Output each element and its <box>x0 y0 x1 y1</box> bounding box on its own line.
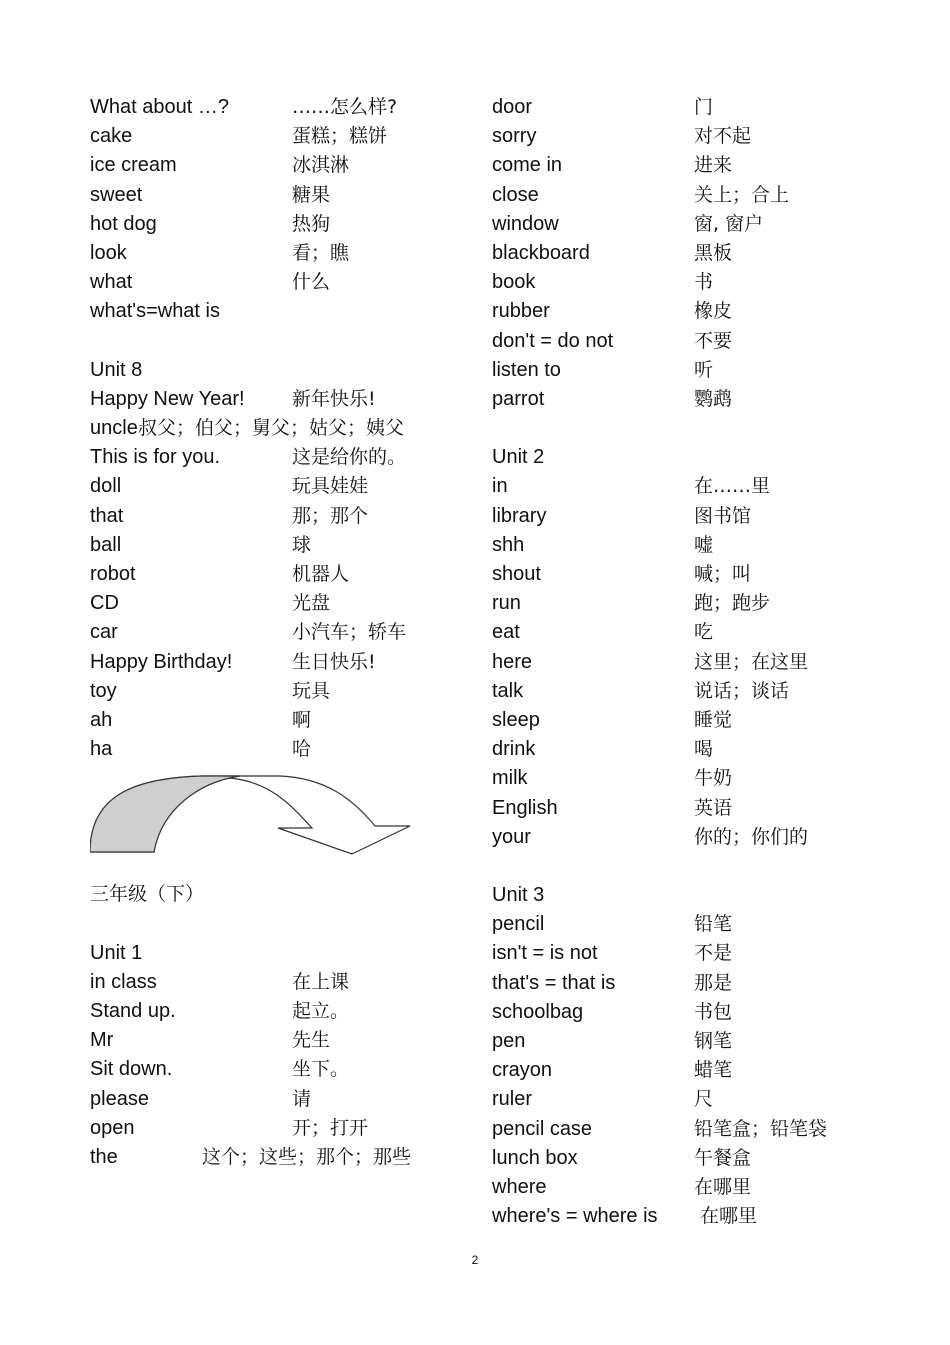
unit8-heading: Unit 8 <box>90 358 143 381</box>
english-term: please <box>90 1087 149 1110</box>
chinese-meaning: 叔父；伯父；舅父；姑父；姨父 <box>138 417 405 440</box>
unit1-heading: Unit 1 <box>90 941 143 964</box>
chinese-meaning: 门 <box>694 96 714 118</box>
chinese-meaning: 机器人 <box>292 563 350 585</box>
english-term: sorry <box>492 125 537 148</box>
english-term: listen to <box>492 358 561 381</box>
chinese-meaning: 书 <box>694 271 714 294</box>
english-term: hot dog <box>90 212 157 235</box>
english-term: eat <box>492 621 520 644</box>
chinese-meaning: 不是 <box>694 942 733 965</box>
vocab-row <box>492 969 892 998</box>
vocab-row <box>492 327 892 356</box>
vocab-row <box>90 210 470 239</box>
chinese-meaning: 喊；叫 <box>694 563 752 585</box>
chinese-meaning: 在哪里 <box>700 1205 758 1228</box>
vocab-row <box>90 239 470 268</box>
vocab-row <box>90 1085 470 1114</box>
vocab-row <box>492 356 892 385</box>
chinese-meaning: 哈 <box>292 738 312 761</box>
vocab-row <box>90 181 470 210</box>
curved-arrow-graphic <box>90 764 470 880</box>
vocab-row <box>492 735 892 764</box>
vocab-list-top <box>90 93 470 327</box>
chinese-meaning: 午餐盒 <box>694 1146 752 1169</box>
vocab-row <box>492 794 892 823</box>
vocab-row <box>492 531 892 560</box>
chinese-meaning: 这是给你的。 <box>292 446 407 469</box>
chinese-meaning: 光盘 <box>292 592 331 615</box>
english-term: isn't = is not <box>492 942 598 965</box>
vocab-row <box>90 531 470 560</box>
vocab-row <box>492 560 892 589</box>
vocab-row <box>492 181 892 210</box>
chinese-meaning: 在哪里 <box>694 1175 752 1198</box>
chinese-meaning: 吃 <box>694 621 714 644</box>
english-term: door <box>492 96 533 118</box>
english-term: schoolbag <box>492 1000 584 1023</box>
english-term: robot <box>90 563 136 585</box>
english-term: book <box>492 271 536 294</box>
chinese-meaning: 橡皮 <box>694 300 733 323</box>
vocab-row <box>90 1143 470 1172</box>
blank-line <box>492 414 892 443</box>
english-term: in class <box>90 970 157 993</box>
english-term: don't = do not <box>492 329 614 352</box>
unit3-vocab-list <box>492 910 892 1231</box>
english-term: Sit down. <box>90 1058 173 1081</box>
vocab-row <box>492 648 892 677</box>
vocab-row <box>492 1115 892 1144</box>
english-term: where's = where is <box>492 1205 658 1228</box>
english-term: lunch box <box>492 1146 578 1169</box>
chinese-meaning: 啊 <box>292 708 312 731</box>
english-term: open <box>90 1116 135 1139</box>
chinese-meaning: 玩具娃娃 <box>292 475 369 498</box>
english-term: rubber <box>492 300 550 323</box>
chinese-meaning: 新年快乐! <box>292 387 376 410</box>
vocab-row <box>492 1173 892 1202</box>
vocab-row <box>492 910 892 939</box>
chinese-meaning: 说话；谈话 <box>694 679 790 702</box>
vocab-row <box>90 122 470 151</box>
vocab-row <box>90 502 470 531</box>
vocab-list-top <box>492 93 892 414</box>
english-term: pencil case <box>492 1117 593 1140</box>
vocab-row <box>492 1085 892 1114</box>
english-term: here <box>492 650 533 673</box>
right-column <box>492 93 892 1231</box>
english-term: ball <box>90 533 122 556</box>
chinese-meaning: 听 <box>694 358 714 381</box>
vocab-row <box>90 735 470 764</box>
english-term: uncle <box>90 417 138 440</box>
chinese-meaning: 嘘 <box>694 533 714 556</box>
chinese-meaning: 在上课 <box>292 970 350 993</box>
chinese-meaning: 鹦鹉 <box>694 387 733 410</box>
english-term: car <box>90 621 118 644</box>
chinese-meaning: 黑板 <box>694 241 733 264</box>
chinese-meaning: 牛奶 <box>694 767 733 790</box>
vocab-row <box>90 648 470 677</box>
chinese-meaning: 睡觉 <box>694 708 733 731</box>
english-term: Mr <box>90 1029 114 1052</box>
english-term: library <box>492 504 547 527</box>
chinese-meaning: 这里；在这里 <box>694 650 809 673</box>
vocab-row <box>90 268 470 297</box>
vocab-row <box>492 1056 892 1085</box>
vocab-row <box>492 151 892 180</box>
english-term: shout <box>492 563 541 585</box>
unit3-heading: Unit 3 <box>492 884 545 907</box>
chinese-meaning: 球 <box>292 533 312 556</box>
english-term: ha <box>90 738 113 761</box>
vocab-row <box>492 706 892 735</box>
vocab-row <box>90 997 470 1026</box>
english-term: blackboard <box>492 241 590 264</box>
vocab-row <box>90 297 470 326</box>
chinese-meaning: 先生 <box>292 1029 331 1052</box>
vocab-row <box>90 385 470 414</box>
vocab-row <box>492 268 892 297</box>
chinese-meaning: 关上；合上 <box>694 183 790 206</box>
chinese-meaning: 不要 <box>694 329 733 352</box>
english-term: Happy New Year! <box>90 387 245 410</box>
chinese-meaning: 尺 <box>694 1088 714 1111</box>
chinese-meaning: 跑；跑步 <box>694 592 771 615</box>
english-term: in <box>492 475 508 498</box>
chinese-meaning: 窗, 窗户 <box>694 212 764 235</box>
chinese-meaning: 生日快乐! <box>292 650 376 673</box>
chinese-meaning: 进来 <box>694 154 733 177</box>
vocab-row <box>492 589 892 618</box>
english-term: ah <box>90 708 113 731</box>
vocab-row <box>492 1144 892 1173</box>
english-term: that <box>90 504 124 527</box>
vocab-row <box>90 414 470 443</box>
vocab-row <box>90 1026 470 1055</box>
vocab-row <box>492 1027 892 1056</box>
chinese-meaning: 玩具 <box>292 679 331 702</box>
chinese-meaning: 热狗 <box>292 212 331 235</box>
chinese-meaning: 冰淇淋 <box>292 154 350 177</box>
vocab-row <box>492 210 892 239</box>
chinese-meaning: 那是 <box>694 971 733 994</box>
english-term: sleep <box>492 708 540 731</box>
english-term: pen <box>492 1030 526 1052</box>
vocab-row <box>492 677 892 706</box>
chinese-meaning: 那；那个 <box>292 504 369 527</box>
english-term: your <box>492 825 531 848</box>
chinese-meaning: 这个；这些；那个；那些 <box>202 1146 412 1168</box>
chinese-meaning: 在……里 <box>694 475 771 498</box>
vocab-row <box>492 618 892 647</box>
vocab-row <box>90 93 470 122</box>
english-term: This is for you. <box>90 446 221 469</box>
unit2-heading: Unit 2 <box>492 446 545 469</box>
chinese-meaning: 请 <box>292 1087 312 1110</box>
chinese-meaning: 看；瞧 <box>292 241 350 264</box>
english-term: drink <box>492 738 536 761</box>
english-term: toy <box>90 679 117 702</box>
chinese-meaning: 小汽车；轿车 <box>292 621 407 644</box>
vocab-row <box>492 939 892 968</box>
english-term: CD <box>90 592 119 615</box>
english-term: run <box>492 592 521 615</box>
chinese-meaning: 钢笔 <box>694 1030 733 1052</box>
english-term: sweet <box>90 183 143 206</box>
english-term: window <box>492 212 559 235</box>
english-term: the <box>90 1146 118 1168</box>
vocab-row <box>492 764 892 793</box>
english-term: Happy Birthday! <box>90 650 233 673</box>
english-term: doll <box>90 475 122 498</box>
chinese-meaning: 坐下。 <box>292 1058 350 1081</box>
chinese-meaning: 铅笔盒；铅笔袋 <box>694 1117 828 1140</box>
vocab-row <box>90 443 470 472</box>
vocab-row <box>492 239 892 268</box>
vocab-row <box>90 618 470 647</box>
chinese-meaning: 蛋糕；糕饼 <box>292 125 388 148</box>
vocab-row <box>492 1202 892 1231</box>
english-term: English <box>492 796 558 819</box>
vocab-row <box>90 589 470 618</box>
unit8-vocab-list <box>90 385 470 764</box>
chinese-meaning: 你的；你们的 <box>694 825 809 848</box>
vocab-row <box>492 122 892 151</box>
vocab-row <box>492 823 892 852</box>
unit2-vocab-list <box>492 472 892 851</box>
chinese-meaning: 对不起 <box>694 125 752 148</box>
english-term: shh <box>492 533 525 556</box>
grade-heading: 三年级（下） <box>90 883 205 906</box>
chinese-meaning: 图书馆 <box>694 504 752 527</box>
vocab-row <box>90 1055 470 1084</box>
chinese-meaning: 糖果 <box>292 183 331 206</box>
unit1-vocab-list <box>90 968 470 1172</box>
page-number: 2 <box>471 1253 479 1267</box>
english-term: that's = that is <box>492 971 616 994</box>
english-term: talk <box>492 679 524 702</box>
vocab-row <box>90 472 470 501</box>
english-term: parrot <box>492 387 545 410</box>
english-term: milk <box>492 767 528 790</box>
curved-arrow-icon <box>90 768 420 864</box>
english-term: ice cream <box>90 154 177 177</box>
vocab-row <box>90 706 470 735</box>
english-term: ruler <box>492 1088 533 1111</box>
chinese-meaning: 书包 <box>694 1000 733 1023</box>
blank-line <box>492 852 892 881</box>
chinese-meaning: 起立。 <box>292 1000 350 1023</box>
blank-line <box>90 327 470 356</box>
english-term: Stand up. <box>90 1000 176 1023</box>
english-term: where <box>492 1175 547 1198</box>
chinese-meaning: 铅笔 <box>694 913 733 936</box>
english-term: what <box>90 271 133 294</box>
english-term: come in <box>492 154 563 177</box>
vocab-row <box>492 998 892 1027</box>
vocab-row <box>492 93 892 122</box>
english-term: crayon <box>492 1059 553 1082</box>
chinese-meaning: 喝 <box>694 738 714 761</box>
chinese-meaning: 英语 <box>694 796 733 819</box>
vocab-row <box>492 502 892 531</box>
vocab-row <box>90 560 470 589</box>
vocab-row <box>492 385 892 414</box>
english-term: What about …? <box>90 96 229 118</box>
vocab-row <box>492 297 892 326</box>
english-term: cake <box>90 125 133 148</box>
english-term: what's=what is <box>90 300 220 323</box>
blank-line <box>90 910 470 939</box>
english-term: pencil <box>492 913 545 936</box>
chinese-meaning: ……怎么样? <box>292 96 398 118</box>
chinese-meaning: 蜡笔 <box>694 1059 733 1082</box>
english-term: look <box>90 241 127 264</box>
left-column <box>90 93 470 1172</box>
chinese-meaning: 开；打开 <box>292 1116 369 1139</box>
vocab-row <box>90 677 470 706</box>
vocab-row <box>492 472 892 501</box>
vocab-row <box>90 151 470 180</box>
chinese-meaning: 什么 <box>292 271 331 294</box>
english-term: close <box>492 183 539 206</box>
vocab-row <box>90 968 470 997</box>
vocab-row <box>90 1114 470 1143</box>
